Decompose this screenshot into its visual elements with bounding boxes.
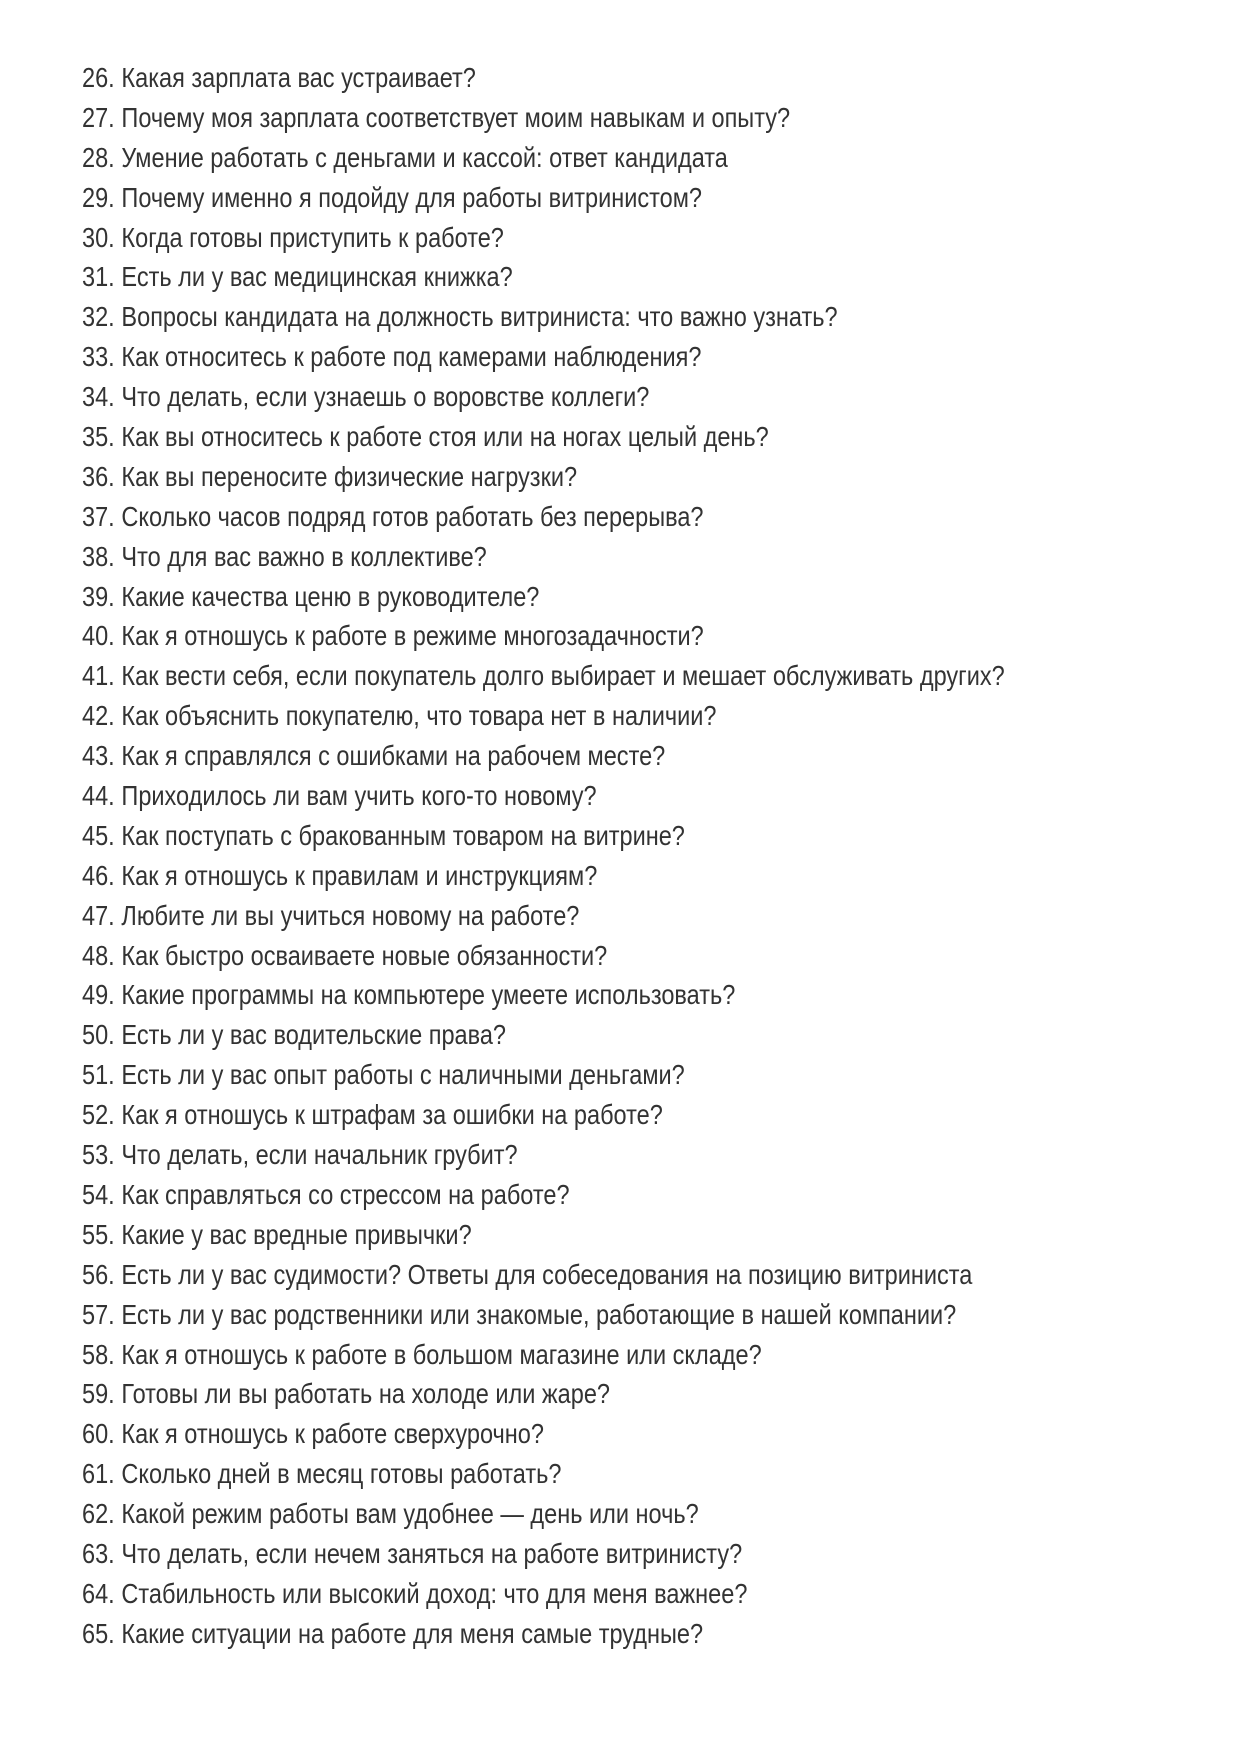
question-text: Приходилось ли вам учить кого-то новому? [121,780,597,812]
question-number: 29. [82,181,115,213]
list-item [82,1255,1020,1295]
list-item [82,656,1020,696]
list-item [82,98,1020,138]
question-number: 38. [82,540,115,572]
question-text: Что делать, если нечем заняться на работе витринисту? [121,1537,743,1569]
question-number: 27. [82,101,115,133]
question-text: Как вы переносите физические нагрузки? [121,460,578,492]
list-item [82,736,1020,776]
question-number: 49. [82,979,115,1011]
question-number: 45. [82,819,115,851]
question-text: Что делать, если начальник грубит? [121,1139,518,1171]
question-text: Умение работать с деньгами и кассой: ответ кандидата [121,141,728,173]
question-text: Почему моя зарплата соответствует моим навыкам и опыту? [121,101,791,133]
question-text: Какие у вас вредные привычки? [121,1218,472,1250]
question-text: Что для вас важно в коллективе? [121,540,487,572]
list-item [82,457,1020,497]
question-text: Какие ситуации на работе для меня самые трудные? [121,1617,704,1649]
question-text: Какие программы на компьютере умеете использовать? [121,979,736,1011]
list-item [82,577,1020,617]
question-number: 33. [82,341,115,373]
list-item [82,138,1020,178]
list-item [82,1175,1020,1215]
question-text: Как я отношусь к работе сверхурочно? [121,1418,544,1450]
question-number: 61. [82,1458,115,1490]
list-item [82,896,1020,936]
question-number: 60. [82,1418,115,1450]
question-text: Стабильность или высокий доход: что для меня важнее? [121,1577,748,1609]
list-item [82,1215,1020,1255]
question-number: 34. [82,381,115,413]
question-number: 50. [82,1019,115,1051]
list-item [82,178,1020,218]
list-item [82,975,1020,1015]
question-text: Как я справлялся с ошибками на рабочем месте? [121,740,666,772]
question-number: 37. [82,500,115,532]
list-item [82,856,1020,896]
question-text: Сколько дней в месяц готовы работать? [121,1458,562,1490]
question-text: Любите ли вы учиться новому на работе? [121,899,580,931]
list-item [82,1494,1020,1534]
question-text: Что делать, если узнаешь о воровстве коллеги? [121,381,650,413]
question-number: 51. [82,1059,115,1091]
question-number: 59. [82,1378,115,1410]
question-text: Как я отношусь к работе в большом магазине или складе? [121,1338,762,1370]
list-item [82,616,1020,656]
question-number: 32. [82,301,115,333]
question-text: Сколько часов подряд готов работать без перерыва? [121,500,704,532]
question-number: 65. [82,1617,115,1649]
list-item [82,377,1020,417]
question-number: 42. [82,700,115,732]
question-text: Как справляться со стрессом на работе? [121,1178,570,1210]
question-number: 47. [82,899,115,931]
question-text: Как быстро осваиваете новые обязанности? [121,939,608,971]
list-item [82,417,1020,457]
question-text: Какая зарплата вас устраивает? [121,62,476,93]
list-item [82,1135,1020,1175]
list-item [82,1015,1020,1055]
question-number: 36. [82,460,115,492]
question-number: 48. [82,939,115,971]
list-item [82,936,1020,976]
question-text: Как я отношусь к правилам и инструкциям? [121,859,598,891]
list-item [82,1335,1020,1375]
question-number: 55. [82,1218,115,1250]
list-item [82,816,1020,856]
question-number: 58. [82,1338,115,1370]
question-text: Какой режим работы вам удобнее — день или ночь? [121,1498,699,1530]
question-number: 53. [82,1139,115,1171]
list-item [82,1295,1020,1335]
list-item [82,1534,1020,1574]
question-number: 43. [82,740,115,772]
question-text: Есть ли у вас водительские права? [121,1019,507,1051]
list-item [82,1414,1020,1454]
question-number: 31. [82,261,115,293]
question-number: 46. [82,859,115,891]
list-item [82,1614,1020,1654]
list-item [82,58,1020,98]
question-text: Как вести себя, если покупатель долго выбирает и мешает обслуживать других? [121,660,1005,692]
question-number: 63. [82,1537,115,1569]
question-list [82,58,1199,1654]
list-item [82,1454,1020,1494]
question-text: Как вы относитесь к работе стоя или на ногах целый день? [121,421,769,453]
question-number: 40. [82,620,115,652]
question-text: Какие качества ценю в руководителе? [121,580,540,612]
question-text: Есть ли у вас медицинская книжка? [121,261,513,293]
question-number: 39. [82,580,115,612]
question-number: 52. [82,1099,115,1131]
question-number: 54. [82,1178,115,1210]
question-text: Как объяснить покупателю, что товара нет в наличии? [121,700,717,732]
list-item [82,1574,1020,1614]
question-text: Как я отношусь к работе в режиме многозадачности? [121,620,704,652]
question-text: Когда готовы приступить к работе? [121,221,504,253]
list-item [82,337,1020,377]
list-item [82,297,1020,337]
list-item [82,1374,1020,1414]
list-item [82,776,1020,816]
question-number: 26. [82,62,115,93]
list-item [82,257,1020,297]
question-number: 56. [82,1258,115,1290]
question-text: Как я отношусь к штрафам за ошибки на работе? [121,1099,663,1131]
list-item [82,218,1020,258]
list-item [82,497,1020,537]
question-number: 44. [82,780,115,812]
question-text: Вопросы кандидата на должность витриниста: что важно узнать? [121,301,838,333]
question-number: 30. [82,221,115,253]
list-item [82,696,1020,736]
question-number: 57. [82,1298,115,1330]
list-item [82,537,1020,577]
question-text: Есть ли у вас судимости? Ответы для собеседования на позицию витриниста [121,1258,973,1290]
question-text: Почему именно я подойду для работы витринистом? [121,181,702,213]
question-number: 28. [82,141,115,173]
list-item [82,1095,1020,1135]
question-number: 41. [82,660,115,692]
question-number: 64. [82,1577,115,1609]
question-text: Готовы ли вы работать на холоде или жаре? [121,1378,610,1410]
question-number: 62. [82,1498,115,1530]
list-item [82,1055,1020,1095]
question-text: Есть ли у вас опыт работы с наличными деньгами? [121,1059,685,1091]
question-text: Как относитесь к работе под камерами наблюдения? [121,341,702,373]
question-number: 35. [82,421,115,453]
question-text: Есть ли у вас родственники или знакомые, работающие в нашей компании? [121,1298,957,1330]
question-text: Как поступать с бракованным товаром на витрине? [121,819,685,851]
